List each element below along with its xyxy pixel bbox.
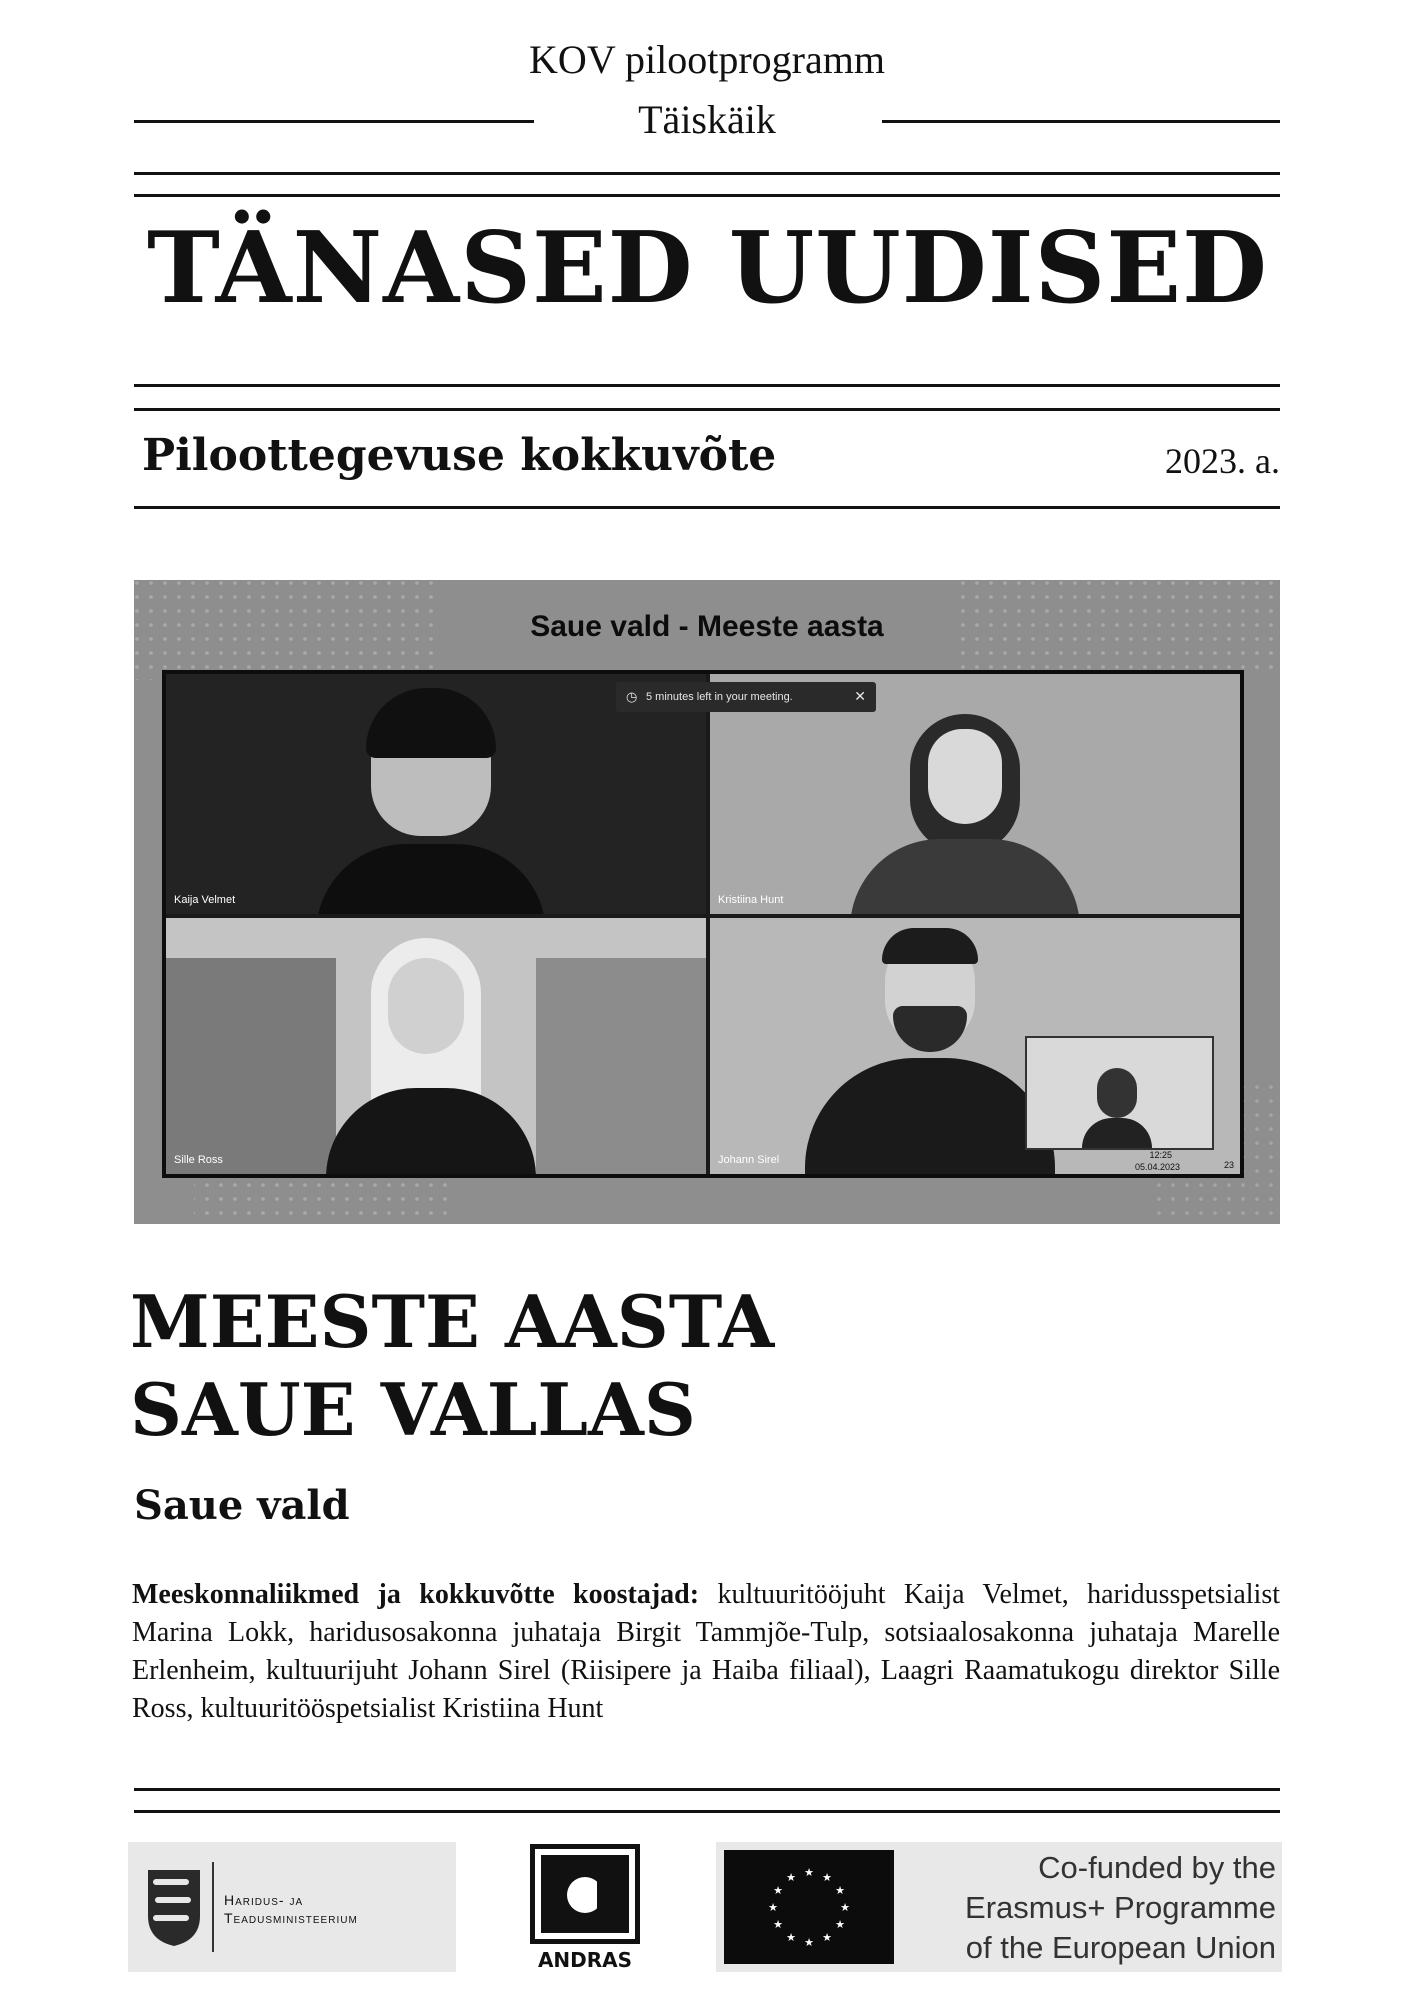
svg-text:★: ★ xyxy=(835,1884,845,1897)
svg-text:★: ★ xyxy=(786,1871,796,1884)
participant-name-3: Sille Ross xyxy=(174,1154,223,1166)
svg-text:★: ★ xyxy=(835,1918,845,1931)
svg-text:★: ★ xyxy=(840,1901,850,1914)
headline-line-1: MEESTE AASTA xyxy=(130,1279,775,1364)
participant-hair xyxy=(882,928,978,964)
video-tile-sille xyxy=(166,918,706,1174)
masthead-rule-bottom-1 xyxy=(134,384,1280,387)
self-view-body xyxy=(1082,1118,1152,1148)
ministry-name-2: Teadusministeerium xyxy=(224,1910,358,1926)
team-label: Meeskonnaliikmed ja kokkuvõtte koostajad: xyxy=(132,1579,700,1610)
svg-text:★: ★ xyxy=(804,1866,814,1879)
meeting-time-notice xyxy=(616,682,876,712)
meeting-photo xyxy=(134,580,1280,1224)
participant-name-1: Kaija Velmet xyxy=(174,894,236,906)
andras-a-icon xyxy=(541,1855,629,1933)
video-call-screen xyxy=(162,670,1244,1178)
header-divider-left xyxy=(134,120,534,123)
section-title: Piloottegevuse kokkuvõte xyxy=(142,430,777,481)
notification-badge: 23 xyxy=(1223,1160,1234,1170)
footer-rule-2 xyxy=(134,1810,1280,1813)
background-shelf xyxy=(536,958,706,1174)
self-view-person xyxy=(1097,1068,1137,1118)
logo-divider xyxy=(212,1862,214,1952)
eu-caption-line-2: Erasmus+ Programme xyxy=(965,1890,1276,1925)
svg-text:★: ★ xyxy=(822,1931,832,1944)
eu-logo xyxy=(716,1842,1282,1972)
svg-text:★: ★ xyxy=(773,1918,783,1931)
program-title: KOV pilootprogramm xyxy=(529,37,885,82)
svg-text:★: ★ xyxy=(773,1884,783,1897)
andras-logo xyxy=(526,1844,644,1974)
participant-body xyxy=(316,844,546,914)
headline-line-2: SAUE VALLAS xyxy=(130,1367,696,1452)
masthead-rule-bottom-2 xyxy=(134,408,1280,411)
team-members: kultuuritööjuht Kaija Velmet, haridusspetsialist Marina Lokk, haridusosakonna juhataja Birgit Tammjõe-Tulp, sotsiaalosakonna juhataja Marelle Erlenheim, kultuurijuht Johann Sirel (Riisipere ja Haiba filiaal), Laagri Raamatukogu direktor Sille Ross, kultuuritööspetsialist Kristiina Hunt xyxy=(132,1579,1280,1724)
article-headline xyxy=(130,1278,774,1454)
subprogram-title: Täiskäik xyxy=(638,97,776,142)
taskbar-time: 12:25 xyxy=(1149,1150,1172,1160)
eu-caption xyxy=(965,1848,1276,1968)
andras-frame xyxy=(530,1844,640,1944)
svg-text:★: ★ xyxy=(822,1871,832,1884)
taskbar-date: 05.04.2023 xyxy=(1134,1162,1180,1172)
background-shelf xyxy=(166,958,336,1174)
participant-beard xyxy=(893,1006,967,1052)
footer-rule-1 xyxy=(134,1788,1280,1791)
eu-caption-line-1: Co-funded by the xyxy=(1038,1850,1276,1885)
andras-label: ANDRAS xyxy=(537,1948,633,1972)
masthead-rule-top-2 xyxy=(134,194,1280,197)
participant-body xyxy=(326,1088,536,1174)
participant-face xyxy=(388,958,464,1054)
masthead-rule-top-1 xyxy=(134,172,1280,175)
close-icon[interactable]: ✕ xyxy=(854,688,866,704)
article-body xyxy=(132,1576,1280,1728)
ministry-name-1: Haridus- ja xyxy=(224,1892,304,1908)
header-divider-right xyxy=(882,120,1280,123)
eu-flag-icon xyxy=(724,1850,894,1964)
video-tile-johann xyxy=(710,918,1240,1174)
svg-text:★: ★ xyxy=(786,1931,796,1944)
masthead: TÄNASED UUDISED xyxy=(147,211,1268,326)
section-rule xyxy=(134,506,1280,509)
participant-face xyxy=(928,729,1002,824)
year: 2023. a. xyxy=(1165,441,1280,481)
participant-body xyxy=(850,839,1080,914)
svg-text:★: ★ xyxy=(768,1901,778,1914)
participant-name-2: Kristiina Hunt xyxy=(718,894,784,906)
svg-text:★: ★ xyxy=(804,1936,814,1949)
ministry-logo xyxy=(128,1842,456,1972)
photo-caption: Saue vald - Meeste aasta xyxy=(530,610,884,643)
participant-hair xyxy=(366,688,496,758)
self-view-thumbnail xyxy=(1025,1036,1214,1150)
clock-icon: ◷ xyxy=(626,689,638,704)
participant-body xyxy=(805,1058,1055,1174)
notice-text: 5 minutes left in your meeting. xyxy=(646,691,793,703)
coat-of-arms-icon xyxy=(144,1868,204,1948)
eu-caption-line-3: of the European Union xyxy=(965,1930,1276,1965)
participant-name-4: Johann Sirel xyxy=(718,1154,780,1166)
article-place: Saue vald xyxy=(134,1482,350,1529)
